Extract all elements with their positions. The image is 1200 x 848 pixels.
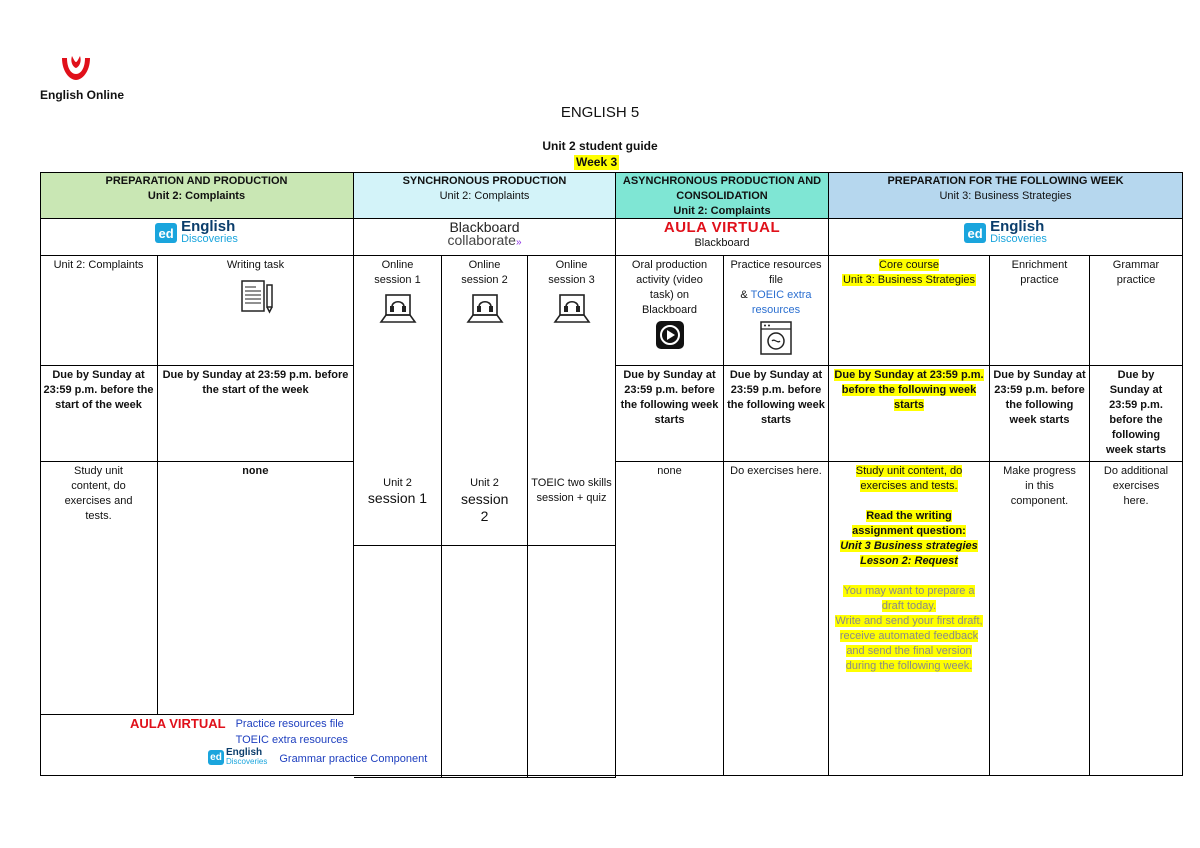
page-subtitle: Unit 2 student guide [542, 139, 658, 153]
activity-enrichment [990, 256, 1090, 366]
task-enrichment [990, 462, 1090, 776]
due-grammar [1090, 366, 1183, 462]
activity-label: Practice resources file [730, 259, 822, 286]
platform-blackboard-collaborate[interactable] [354, 219, 616, 256]
column-subtitle: Unit 2: Complaints [439, 190, 530, 202]
activity-writing-task [158, 256, 354, 366]
laptop-headset-icon [553, 292, 591, 328]
ed-badge-icon: ed [964, 223, 986, 243]
activity-label: Oral production activity (video task) on Blackboard [631, 259, 708, 316]
writing-assignment-unit: Unit 3 Business strategies [840, 540, 978, 552]
platform-english-discoveries-2[interactable] [829, 219, 1183, 256]
column-header-asynchronous [616, 172, 829, 219]
ed-line2: Discoveries [226, 757, 268, 766]
washing-machine-icon [759, 320, 793, 356]
ed-line2: Discoveries [181, 233, 238, 245]
task-text: Make progress in this component. [1003, 465, 1076, 507]
laptop-headset-icon [379, 292, 417, 328]
draft-instructions: Write and send your first draft, receive automated feedback and send the final version during the following week. [835, 615, 983, 672]
writing-assignment-text: Read the writing assignment question: [852, 510, 966, 537]
activity-label: Online session 3 [548, 259, 595, 286]
activity-label: Online session 1 [374, 259, 421, 286]
activity-unit: Unit 3: Business Strategies [842, 274, 976, 286]
column-title: PREPARATION FOR THE FOLLOWING WEEK [887, 175, 1124, 187]
org-name: English Online [40, 88, 125, 102]
task-text: none [657, 465, 682, 477]
task-oral [616, 462, 724, 776]
due-text: Due by Sunday at 23:59 p.m. before the following week starts [727, 369, 825, 426]
exercises-link[interactable]: Do exercises here. [730, 465, 822, 477]
activity-label: Enrichment practice [1011, 259, 1068, 286]
due-text: Due by Sunday at 23:59 p.m. before the following week starts [993, 369, 1086, 426]
upc-logo-icon [58, 52, 94, 82]
due-text: Due by Sunday at 23:59 p.m. before the start of the week [43, 369, 154, 411]
footer-resources [40, 715, 616, 776]
task-text: session 2 [461, 491, 509, 524]
document-pencil-icon [236, 277, 276, 317]
task-text: session 1 [367, 490, 428, 506]
column-title: ASYNCHRONOUS PRODUCTION AND CONSOLIDATION [622, 175, 822, 202]
activity-practice-resources [724, 256, 829, 366]
activity-label: Online session 2 [461, 259, 508, 286]
activity-label: Core course [879, 259, 939, 271]
english-discoveries-logo [964, 218, 1047, 245]
column-title: PREPARATION AND PRODUCTION [105, 175, 288, 187]
aula-sub: Blackboard [694, 237, 750, 249]
page-title: ENGLISH 5 [560, 104, 640, 121]
ed-badge-icon: ed [208, 750, 224, 765]
due-text: Due by Sunday at 23:59 p.m. before the following week starts [620, 369, 719, 426]
bb-line1: Blackboard [449, 219, 520, 235]
task-core [829, 462, 990, 776]
column-title: SYNCHRONOUS PRODUCTION [402, 175, 567, 187]
task-text: TOEIC two skills session + quiz [531, 477, 612, 504]
activity-core-course [829, 256, 990, 366]
due-text: Due by Sunday at 23:59 p.m. before the start of the week [162, 369, 349, 396]
english-discoveries-logo [155, 218, 238, 245]
platform-english-discoveries[interactable] [40, 219, 354, 256]
due-unit2 [40, 366, 158, 462]
blackboard-collaborate-logo [357, 221, 612, 249]
activity-label: Unit 2: Complaints [53, 259, 144, 271]
english-discoveries-logo [208, 748, 267, 766]
due-text: Due by Sunday at 23:59 p.m. before the following week starts [1106, 369, 1166, 456]
laptop-headset-icon [466, 292, 504, 328]
exercises-link[interactable]: Do additional exercises here. [1103, 465, 1169, 507]
task-writing [158, 462, 354, 715]
due-enrichment [990, 366, 1090, 462]
aula-virtual-logo: AULA VIRTUAL [663, 219, 781, 236]
toeic-resources-link[interactable]: TOEIC extra resources [235, 734, 348, 746]
study-guide-table [40, 172, 1183, 776]
task-practice [724, 462, 829, 776]
column-header-preparation [40, 172, 354, 219]
task-unit2 [40, 462, 158, 715]
ed-badge-icon: ed [155, 223, 177, 243]
bb-line2: collaborate [447, 232, 516, 248]
ed-line1: English [181, 218, 236, 235]
task-text: Unit 2 [383, 477, 412, 489]
grammar-practice-link[interactable]: Grammar practice Component [279, 753, 428, 765]
writing-assignment-lesson: Lesson 2: Request [860, 555, 958, 567]
activity-label: Writing task [226, 259, 285, 271]
draft-note: You may want to prepare a draft today. [843, 585, 975, 612]
task-text: Study unit content, do exercises and tests. [64, 465, 133, 522]
toeic-resources-link[interactable]: TOEIC extra resources [750, 289, 812, 316]
due-oral [616, 366, 724, 462]
chevron-right-icon: » [515, 237, 522, 248]
ed-line2: Discoveries [990, 233, 1047, 245]
task-grammar [1090, 462, 1183, 776]
column-subtitle: Unit 3: Business Strategies [939, 190, 1072, 202]
ed-line1: English [990, 218, 1045, 235]
week-badge: Week 3 [576, 155, 618, 169]
column-subtitle: Unit 2: Complaints [673, 205, 771, 217]
column-header-following-week [829, 172, 1183, 219]
platform-aula-virtual[interactable] [616, 219, 829, 256]
practice-resources-link[interactable]: Practice resources file [235, 718, 344, 730]
activity-grammar [1090, 256, 1183, 366]
column-subtitle: Unit 2: Complaints [147, 190, 246, 202]
activity-unit2 [40, 256, 158, 366]
column-header-synchronous [354, 172, 616, 219]
ampersand-text: & [740, 289, 751, 301]
play-video-icon[interactable] [655, 320, 685, 350]
task-text: Study unit content, do exercises and tests. [855, 465, 963, 492]
aula-virtual-logo: AULA VIRTUAL [130, 716, 226, 731]
ed-line1: English [226, 747, 263, 758]
due-text: Due by Sunday at 23:59 p.m. before the following week starts [834, 369, 984, 411]
task-text: none [242, 466, 269, 478]
due-practice [724, 366, 829, 462]
activity-label: Grammar practice [1112, 259, 1160, 286]
due-writing [158, 366, 354, 462]
due-core [829, 366, 990, 462]
task-text: Unit 2 [470, 477, 499, 489]
activity-oral-production [616, 256, 724, 366]
